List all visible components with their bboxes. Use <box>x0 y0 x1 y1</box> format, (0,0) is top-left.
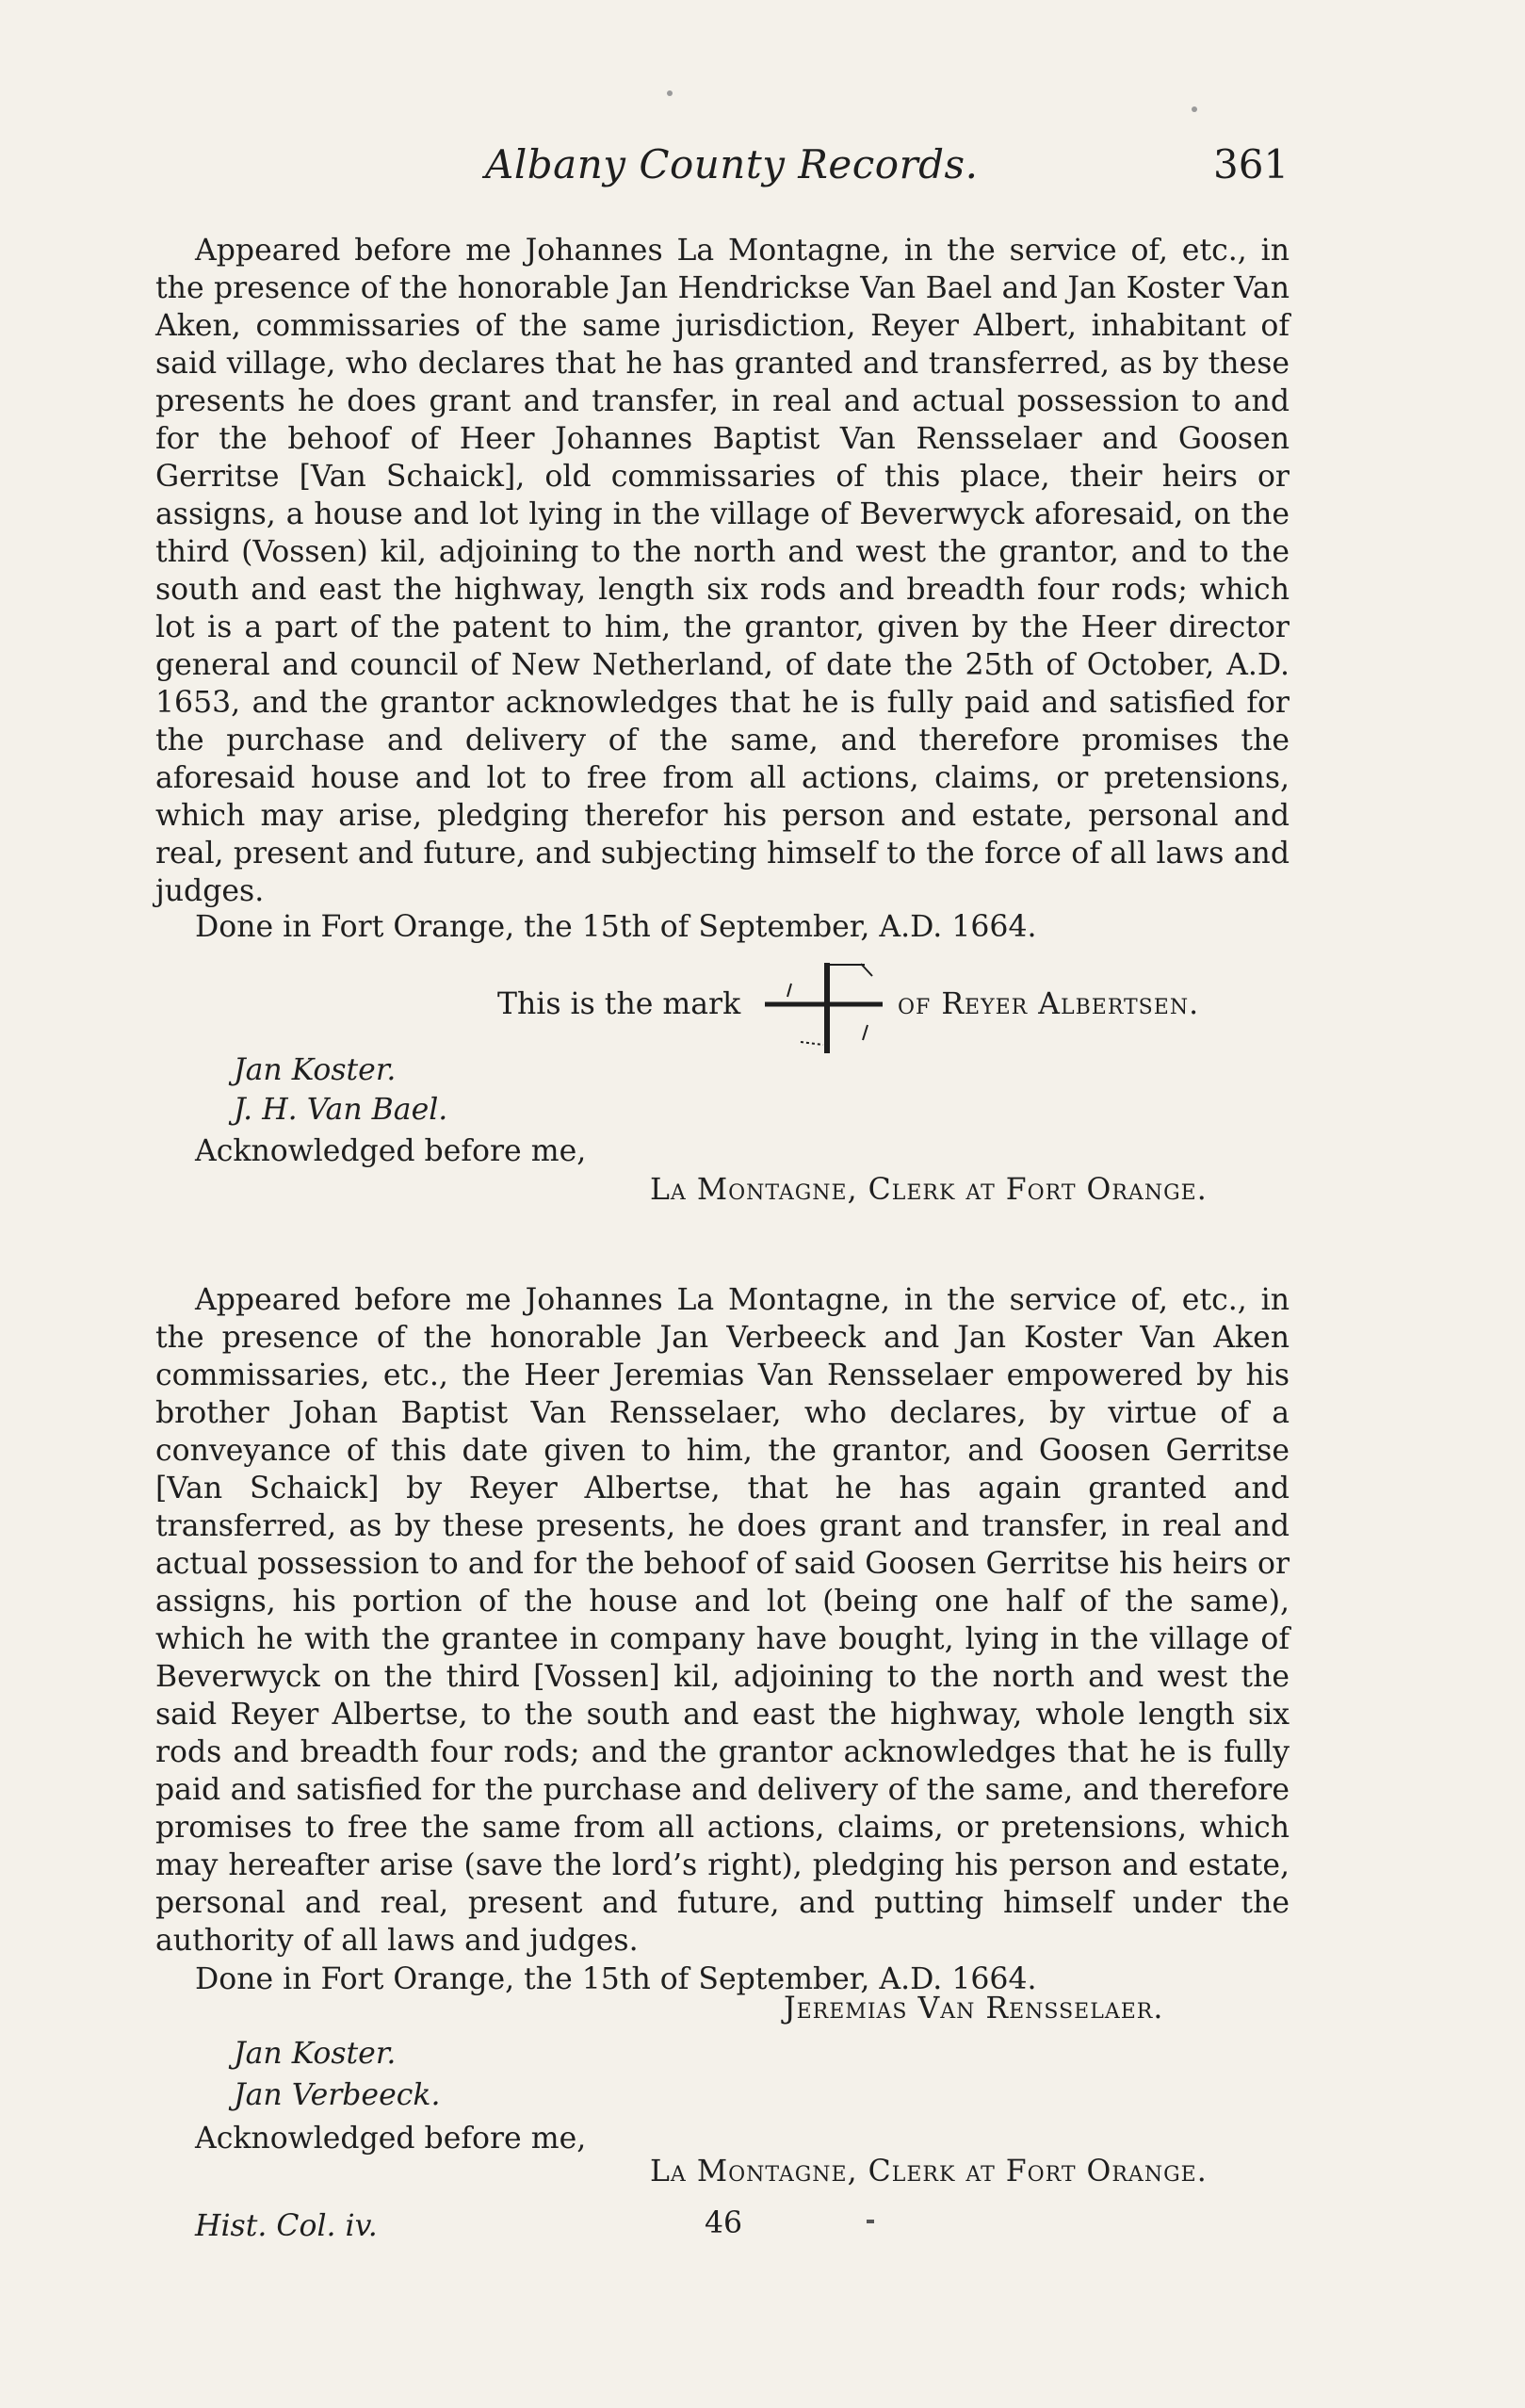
record2-witness-1: Jan Koster. <box>234 2037 397 2071</box>
footer-speck <box>867 2220 874 2223</box>
record1-clerk-signature: La Montagne, Clerk at Fort Orange. <box>650 1173 1208 1207</box>
reyer-albertsen-mark-icon <box>759 953 891 1062</box>
record1-witness-1: Jan Koster. <box>234 1053 397 1087</box>
record1-witness-2: J. H. Van Bael. <box>234 1093 448 1127</box>
record1-body: Appeared before me Johannes La Montagne, in the service of, etc., in the presence of the honorable Jan Hendrickse Van Bael and Jan Koster Van Aken, commissaries of the same jurisdiction, Reyer Albert, inhabitant of said village, who declares that he has granted and transferred, as by these presents he does grant and transfer, in real and actual possession to and for the behoof of Heer Johannes Baptist Van Rensselaer and Goosen Gerritse [Van Schaick], old commissaries of this place, their heirs or assigns, a house and lot lying in the village of Beverwyck aforesaid, on the third (Vossen) kil, adjoining to the north and west the grantor, and to the south and east the highway, length six rods and breadth four rods; which lot is a part of the patent to him, the grantor, given by the Heer director general and council of New Netherland, of date the 25th of October, A.D. 1653, and the grantor acknowledges that he is fully paid and satisfied for the purchase and delivery of the same, and therefore promises the aforesaid house and lot to free from all actions, claims, or pretensions, which may arise, pledging therefor his person and estate, personal and real, present and future, and subjecting himself to the force of all laws and judges. <box>155 234 1290 908</box>
record1-acknowledged: Acknowledged before me, <box>195 1134 587 1168</box>
record1-done-line: Done in Fort Orange, the 15th of September, A.D. 1664. <box>195 910 1037 944</box>
record2-done-line: Done in Fort Orange, the 15th of September, A.D. 1664. <box>195 1962 1037 1996</box>
footer-signature-mark: 46 <box>705 2206 743 2240</box>
record1-mark-prefix: This is the mark <box>497 987 741 1021</box>
record2-body: Appeared before me Johannes La Montagne, in the service of, etc., in the presence of the honorable Jan Verbeeck and Jan Koster Van Aken commissaries, etc., the Heer Jeremias Van Rensselaer empowered by his brother Johan Baptist Van Rensselaer, who declares, by virtue of a conveyance of this date given to him, the grantor, and Goosen Gerritse [Van Schaick] by Reyer Albertse, that he has again granted and transferred, as by these presents, he does grant and transfer, in real and actual possession to and for the behoof of said Goosen Gerritse his heirs or assigns, his portion of the house and lot (being one half of the same), which he with the grantee in company have bought, lying in the village of Beverwyck on the third [Vossen] kil, adjoining to the north and west the said Reyer Albertse, to the south and east the highway, whole length six rods and breadth four rods; and the grantor acknowledges that he is fully paid and satisfied for the purchase and delivery of the same, and therefore promises to free the same from all actions, claims, or pretensions, which may hereafter arise (save the lord’s right), pledging his person and estate, personal and real, present and future, and putting himself under the authority of all laws and judges. <box>155 1283 1290 1958</box>
speck-mark <box>1192 106 1197 112</box>
record2-acknowledged: Acknowledged before me, <box>195 2122 587 2156</box>
running-head-title: Albany County Records. <box>485 141 979 187</box>
record2-grantor-signature: Jeremias Van Rensselaer. <box>784 1992 1164 2026</box>
page-number: 361 <box>1213 141 1290 187</box>
record1-mark-suffix: of Reyer Albertsen. <box>898 987 1200 1021</box>
record2-witness-2: Jan Verbeeck. <box>234 2078 441 2112</box>
speck-mark <box>667 90 673 96</box>
record2-clerk-signature: La Montagne, Clerk at Fort Orange. <box>650 2155 1208 2188</box>
footer-series-note: Hist. Col. iv. <box>195 2209 378 2243</box>
